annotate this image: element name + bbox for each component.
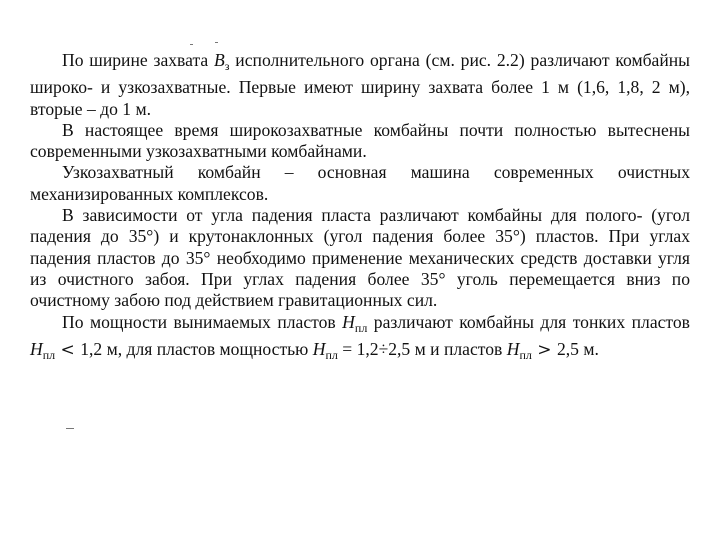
paragraph-capture-width (30, 50, 690, 120)
variable-h: H (506, 338, 520, 359)
angle-value: 35° (128, 226, 154, 247)
scan-speck (66, 428, 74, 429)
text-run: необходимо применение механических средств доставки угля из очистного забоя. При углах падения более (30, 247, 690, 289)
variable-h: H (30, 338, 43, 359)
text-run: = 1,2÷2,5 м и пластов (337, 338, 507, 359)
text-run: 2,5 м. (556, 338, 599, 359)
text-run: , вторые – до 1 м. (30, 77, 690, 119)
text-run: 1,2 м, для пластов мощностью (80, 338, 313, 359)
paragraph-dip-angle (30, 205, 690, 311)
angle-value: 35° (495, 226, 520, 247)
subscript-z: з (224, 59, 230, 73)
text-run: исполнительного органа (см. рис. 2.2) различают комбайны широко- и узкозахватные. Первые имеют ширину захвата более 1 м (30, 50, 690, 98)
paragraph-seam-thickness (30, 312, 690, 367)
subscript-pl: пл (42, 347, 56, 362)
scan-speck (190, 44, 193, 45)
variable-h: H (312, 338, 326, 359)
less-than-sign: < (55, 339, 81, 360)
document-body (30, 50, 690, 366)
angle-value: 35° (185, 247, 211, 268)
text-run: В зависимости от угла падения пласта различают комбайны для полого- (угол падения до (30, 205, 690, 247)
scan-speck (215, 42, 218, 43)
width-values: (1,6, 1,8, 2 м) (577, 77, 686, 98)
variable-h: H (342, 311, 355, 332)
paragraph-current-state: В настоящее время широкозахватные комбайны почти полностью вытеснены современными узкозахватными комбайнами. (30, 119, 690, 162)
text-run: ) и крутонаклонных (угол падения более (153, 226, 496, 247)
text-run: различают комбайны для тонких пластов (367, 311, 690, 332)
text-run: По ширине захвата (62, 50, 214, 70)
paragraph-narrow-combine: Узкозахватный комбайн – основная машина современных очистных механизированных комплексов. (30, 162, 690, 204)
text-run: ) пластов. При углах падения пластов до (30, 226, 690, 268)
text-run: По мощности вынимаемых пластов (62, 311, 343, 332)
angle-value: 35° (420, 268, 446, 289)
text-run: уголь перемещается вниз по очистному забою под действием гравитационных сил. (30, 268, 690, 311)
variable-b: B (214, 50, 225, 70)
greater-than-sign: > (531, 339, 557, 360)
subscript-pl: пл (519, 347, 532, 362)
subscript-pl: пл (354, 320, 368, 335)
subscript-pl: пл (325, 347, 338, 362)
